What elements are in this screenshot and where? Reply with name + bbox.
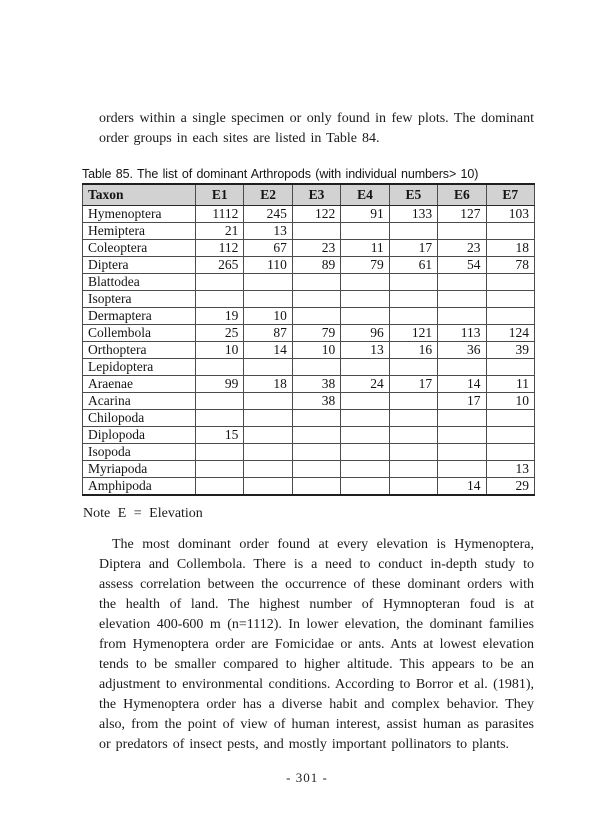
value-cell — [341, 427, 389, 444]
value-cell: 11 — [341, 240, 389, 257]
value-cell — [486, 274, 534, 291]
value-cell — [341, 359, 389, 376]
table-row — [83, 393, 535, 410]
value-cell: 245 — [244, 206, 292, 223]
value-cell: 122 — [292, 206, 340, 223]
main-paragraph: The most dominant order found at every elevation is Hymenoptera, Diptera and Collembola. There is a need to conduct in-depth study to assess correlation between the occurrence of these dominant orders with the health of land. The highest number of Hymnopteran foud is at elevation 400-600 m (n=1112). In lower elevation, the dominant families from Hymenoptera order are Fomicidae or ants. Ants at lowest elevation tends to be smaller compared to higher altitude. This appears to be an adjustment to environmental conditions. According to Borror et al. (1981), the Hymenoptera order has a diverse habit and complex behavior. They also, from the point of view of human interest, assist human as parasites or predators of insect pests, and mostly important pollinators to plants. — [99, 537, 534, 752]
value-cell — [244, 461, 292, 478]
table-row — [83, 274, 535, 291]
value-cell: 103 — [486, 206, 534, 223]
value-cell: 24 — [341, 376, 389, 393]
value-cell — [341, 410, 389, 427]
value-cell: 25 — [196, 325, 244, 342]
value-cell — [292, 444, 340, 461]
value-cell — [196, 291, 244, 308]
table-row — [83, 325, 535, 342]
value-cell: 23 — [438, 240, 486, 257]
value-cell: 91 — [341, 206, 389, 223]
value-cell: 61 — [389, 257, 437, 274]
value-cell: 113 — [438, 325, 486, 342]
value-cell — [244, 410, 292, 427]
value-cell: 23 — [292, 240, 340, 257]
elevation-column-header: E2 — [244, 184, 292, 206]
taxon-cell: Chilopoda — [83, 410, 196, 427]
value-cell — [389, 410, 437, 427]
taxon-cell: Araenae — [83, 376, 196, 393]
value-cell — [196, 274, 244, 291]
taxon-cell: Hymenoptera — [83, 206, 196, 223]
value-cell — [389, 274, 437, 291]
arthropod-table — [82, 183, 535, 496]
table-row — [83, 376, 535, 393]
value-cell — [292, 308, 340, 325]
taxon-cell: Dermaptera — [83, 308, 196, 325]
value-cell — [292, 461, 340, 478]
table-row — [83, 257, 535, 274]
elevation-column-header: E7 — [486, 184, 534, 206]
value-cell — [341, 223, 389, 240]
value-cell — [196, 444, 244, 461]
value-cell — [341, 274, 389, 291]
value-cell: 96 — [341, 325, 389, 342]
value-cell: 17 — [438, 393, 486, 410]
value-cell: 112 — [196, 240, 244, 257]
value-cell — [486, 359, 534, 376]
value-cell — [341, 308, 389, 325]
value-cell — [438, 427, 486, 444]
taxon-cell: Collembola — [83, 325, 196, 342]
value-cell — [438, 461, 486, 478]
value-cell: 110 — [244, 257, 292, 274]
table-header-row — [83, 184, 535, 206]
value-cell: 19 — [196, 308, 244, 325]
elevation-column-header: E5 — [389, 184, 437, 206]
value-cell: 13 — [244, 223, 292, 240]
value-cell — [341, 444, 389, 461]
intro-paragraph: orders within a single specimen or only found in few plots. The dominant order groups in each sites are listed in Table 84. — [99, 111, 534, 146]
value-cell — [389, 308, 437, 325]
value-cell — [389, 444, 437, 461]
value-cell — [244, 478, 292, 496]
value-cell: 89 — [292, 257, 340, 274]
value-cell — [292, 291, 340, 308]
taxon-cell: Hemiptera — [83, 223, 196, 240]
value-cell — [389, 461, 437, 478]
table-row — [83, 444, 535, 461]
value-cell — [244, 359, 292, 376]
value-cell: 78 — [486, 257, 534, 274]
value-cell — [486, 444, 534, 461]
table-caption: Table 85. The list of dominant Arthropods (with individual numbers> 10) — [82, 166, 479, 181]
table-note: Note E = Elevation — [83, 506, 203, 521]
value-cell — [486, 308, 534, 325]
taxon-cell: Acarina — [83, 393, 196, 410]
table-row — [83, 342, 535, 359]
value-cell: 11 — [486, 376, 534, 393]
taxon-cell: Diptera — [83, 257, 196, 274]
taxon-cell: Lepidoptera — [83, 359, 196, 376]
table-row — [83, 478, 535, 496]
value-cell: 21 — [196, 223, 244, 240]
value-cell — [196, 461, 244, 478]
value-cell — [341, 291, 389, 308]
table-header — [83, 184, 535, 206]
table-row — [83, 223, 535, 240]
value-cell — [341, 461, 389, 478]
value-cell: 265 — [196, 257, 244, 274]
value-cell: 18 — [486, 240, 534, 257]
value-cell — [486, 427, 534, 444]
value-cell: 127 — [438, 206, 486, 223]
value-cell — [389, 427, 437, 444]
value-cell — [244, 444, 292, 461]
value-cell: 38 — [292, 393, 340, 410]
taxon-cell: Isoptera — [83, 291, 196, 308]
value-cell: 121 — [389, 325, 437, 342]
value-cell: 16 — [389, 342, 437, 359]
taxon-cell: Blattodea — [83, 274, 196, 291]
value-cell — [196, 393, 244, 410]
taxon-cell: Myriapoda — [83, 461, 196, 478]
value-cell: 79 — [292, 325, 340, 342]
table-row — [83, 206, 535, 223]
value-cell — [196, 478, 244, 496]
table-row — [83, 240, 535, 257]
value-cell — [486, 291, 534, 308]
value-cell: 18 — [244, 376, 292, 393]
value-cell: 10 — [196, 342, 244, 359]
value-cell: 13 — [341, 342, 389, 359]
table-row — [83, 461, 535, 478]
value-cell: 79 — [341, 257, 389, 274]
value-cell — [389, 393, 437, 410]
table-row — [83, 410, 535, 427]
elevation-column-header: E4 — [341, 184, 389, 206]
taxon-cell: Isopoda — [83, 444, 196, 461]
value-cell — [438, 291, 486, 308]
value-cell: 67 — [244, 240, 292, 257]
value-cell — [389, 291, 437, 308]
value-cell: 133 — [389, 206, 437, 223]
value-cell — [438, 444, 486, 461]
taxon-column-header: Taxon — [83, 184, 196, 206]
elevation-column-header: E1 — [196, 184, 244, 206]
value-cell — [196, 410, 244, 427]
table-body — [83, 206, 535, 496]
value-cell: 1112 — [196, 206, 244, 223]
value-cell — [438, 223, 486, 240]
elevation-column-header: E3 — [292, 184, 340, 206]
value-cell — [292, 478, 340, 496]
value-cell: 17 — [389, 240, 437, 257]
value-cell: 39 — [486, 342, 534, 359]
value-cell: 36 — [438, 342, 486, 359]
value-cell: 10 — [292, 342, 340, 359]
value-cell — [389, 223, 437, 240]
value-cell — [486, 410, 534, 427]
taxon-cell: Coleoptera — [83, 240, 196, 257]
value-cell — [244, 274, 292, 291]
taxon-cell: Amphipoda — [83, 478, 196, 496]
value-cell: 99 — [196, 376, 244, 393]
value-cell — [244, 291, 292, 308]
value-cell — [341, 393, 389, 410]
value-cell: 87 — [244, 325, 292, 342]
table-row — [83, 308, 535, 325]
value-cell — [438, 274, 486, 291]
value-cell — [196, 359, 244, 376]
value-cell: 17 — [389, 376, 437, 393]
value-cell — [292, 359, 340, 376]
value-cell: 10 — [244, 308, 292, 325]
value-cell: 54 — [438, 257, 486, 274]
value-cell: 10 — [486, 393, 534, 410]
value-cell: 14 — [438, 376, 486, 393]
value-cell — [292, 410, 340, 427]
value-cell — [244, 393, 292, 410]
value-cell: 14 — [244, 342, 292, 359]
value-cell — [292, 427, 340, 444]
value-cell — [292, 274, 340, 291]
taxon-cell: Diplopoda — [83, 427, 196, 444]
value-cell — [486, 223, 534, 240]
value-cell: 15 — [196, 427, 244, 444]
value-cell — [389, 478, 437, 496]
table-row — [83, 427, 535, 444]
value-cell — [292, 223, 340, 240]
value-cell — [244, 427, 292, 444]
value-cell: 29 — [486, 478, 534, 496]
value-cell — [438, 410, 486, 427]
page-number: - 301 - — [286, 770, 328, 785]
table-row — [83, 359, 535, 376]
value-cell — [341, 478, 389, 496]
value-cell: 13 — [486, 461, 534, 478]
taxon-cell: Orthoptera — [83, 342, 196, 359]
elevation-column-header: E6 — [438, 184, 486, 206]
value-cell — [438, 359, 486, 376]
value-cell: 124 — [486, 325, 534, 342]
value-cell — [438, 308, 486, 325]
value-cell — [389, 359, 437, 376]
value-cell: 38 — [292, 376, 340, 393]
table-row — [83, 291, 535, 308]
value-cell: 14 — [438, 478, 486, 496]
